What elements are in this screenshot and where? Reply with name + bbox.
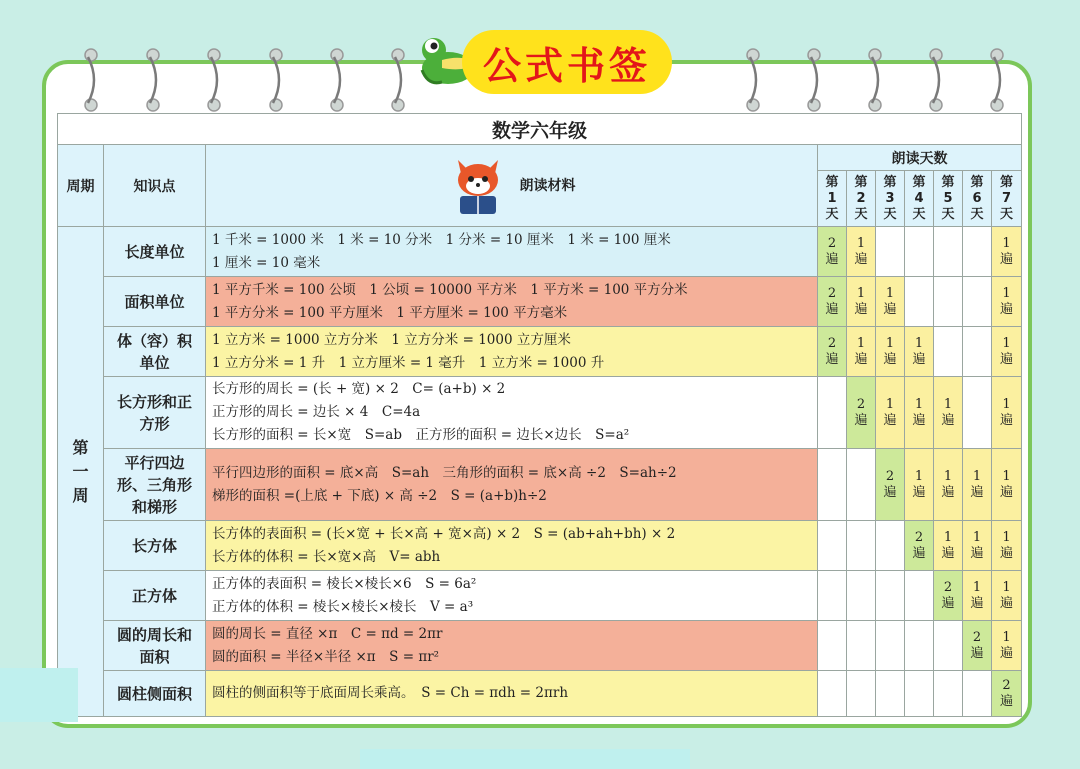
- binder-ring: [328, 47, 346, 113]
- day-count-cell: 1 遍: [963, 571, 992, 621]
- topic-cell: 长方体: [104, 521, 206, 571]
- formula-line: 1 立方米 = 1000 立方分米 1 立方分米 = 1000 立方厘米: [212, 331, 571, 348]
- material-cell: [206, 671, 818, 717]
- material-cell: [206, 377, 818, 449]
- day-count-cell: 1 遍: [992, 377, 1022, 449]
- day-count-cell: 2 遍: [905, 521, 934, 571]
- day-count-cell: [905, 621, 934, 671]
- material-cell: [206, 571, 818, 621]
- formula-line: 梯形的面积 =(上底 + 下底) × 高 ÷2 S = (a+b)h÷2: [212, 487, 547, 504]
- day-count-cell: 1 遍: [934, 449, 963, 521]
- binder-ring: [144, 47, 162, 113]
- topic-cell: 正方体: [104, 571, 206, 621]
- day-count-cell: 1 遍: [876, 377, 905, 449]
- formula-line: 圆的周长 = 直径 ×π C = πd = 2πr: [212, 625, 443, 642]
- day-count-cell: 1 遍: [934, 377, 963, 449]
- day-count-cell: [934, 621, 963, 671]
- formula-line: 1 千米 = 1000 米 1 米 = 10 分米 1 分米 = 10 厘米 1 米 = 100 厘米: [212, 231, 671, 248]
- day-count-cell: [905, 671, 934, 717]
- day-count-cell: [818, 621, 847, 671]
- day-count-cell: [963, 277, 992, 327]
- day-count-cell: 1 遍: [847, 227, 876, 277]
- day-count-cell: [934, 671, 963, 717]
- header-day-3: 第 3 天: [876, 171, 905, 227]
- header-day-1: 第 1 天: [818, 171, 847, 227]
- title-banner: [462, 30, 672, 94]
- formula-line: 1 立方分米 = 1 升 1 立方厘米 = 1 毫升 1 立方米 = 1000 升: [212, 354, 605, 371]
- day-count-cell: 1 遍: [963, 449, 992, 521]
- formula-line: 圆柱的侧面积等于底面周长乘高。 S = Ch = πdh = 2πrh: [212, 685, 569, 701]
- binder-ring: [82, 47, 100, 113]
- day-count-cell: 1 遍: [992, 327, 1022, 377]
- day-count-cell: 2 遍: [818, 277, 847, 327]
- header-day-6: 第 6 天: [963, 171, 992, 227]
- material-cell: [206, 521, 818, 571]
- day-count-cell: [934, 327, 963, 377]
- day-count-cell: [905, 277, 934, 327]
- table-row: [58, 571, 1022, 621]
- binder-ring: [389, 47, 407, 113]
- banner-title: 公式书签: [482, 43, 651, 88]
- formula-line: 长方形的面积 = 长×宽 S=ab 正方形的面积 = 边长×边长 S=a²: [212, 427, 630, 443]
- formula-line: 正方体的表面积 = 棱长×棱长×6 S = 6a²: [212, 575, 477, 592]
- day-count-cell: [876, 227, 905, 277]
- formula-line: 长方形的周长 = (长 + 宽) × 2 C= (a+b) × 2: [212, 381, 506, 397]
- topic-cell: 面积单位: [104, 277, 206, 327]
- day-count-cell: [847, 571, 876, 621]
- day-count-cell: 1 遍: [992, 621, 1022, 671]
- table-row: [58, 227, 1022, 277]
- day-count-cell: [963, 671, 992, 717]
- week-label: 第 一 周: [58, 227, 104, 717]
- material-cell: [206, 621, 818, 671]
- topic-cell: 体（容）积 单位: [104, 327, 206, 377]
- day-count-cell: [876, 671, 905, 717]
- formula-line: 1 平方分米 = 100 平方厘米 1 平方厘米 = 100 平方毫米: [212, 304, 568, 321]
- day-count-cell: 1 遍: [992, 277, 1022, 327]
- material-cell: [206, 449, 818, 521]
- day-count-cell: 2 遍: [818, 327, 847, 377]
- day-count-cell: 2 遍: [818, 227, 847, 277]
- binder-ring: [988, 47, 1006, 113]
- binder-ring: [267, 47, 285, 113]
- day-count-cell: [963, 377, 992, 449]
- topic-cell: 长方形和正 方形: [104, 377, 206, 449]
- topic-cell: 圆的周长和 面积: [104, 621, 206, 671]
- day-count-cell: [847, 671, 876, 717]
- formula-line: 1 厘米 = 10 毫米: [212, 254, 321, 271]
- day-count-cell: 2 遍: [963, 621, 992, 671]
- topic-cell: 长度单位: [104, 227, 206, 277]
- topic-cell: 圆柱侧面积: [104, 671, 206, 717]
- day-count-cell: [963, 327, 992, 377]
- day-count-cell: 1 遍: [847, 277, 876, 327]
- material-cell: [206, 277, 818, 327]
- day-count-cell: 1 遍: [992, 571, 1022, 621]
- day-count-cell: [876, 621, 905, 671]
- day-count-cell: [818, 521, 847, 571]
- day-count-cell: [818, 449, 847, 521]
- table-row: [58, 671, 1022, 717]
- formula-line: 圆的面积 = 半径×半径 ×π S = πr²: [212, 648, 440, 665]
- day-count-cell: 2 遍: [992, 671, 1022, 717]
- day-count-cell: [905, 227, 934, 277]
- day-count-cell: 1 遍: [847, 327, 876, 377]
- grade-title: 数学六年级: [58, 114, 1022, 145]
- binder-ring: [744, 47, 762, 113]
- material-cell: [206, 327, 818, 377]
- formula-line: 平行四边形的面积 = 底×高 S=ah 三角形的面积 = 底×高 ÷2 S=ah÷2: [212, 464, 677, 481]
- table-row: [58, 327, 1022, 377]
- day-count-cell: [905, 571, 934, 621]
- header-day-2: 第 2 天: [847, 171, 876, 227]
- formula-line: 正方形的周长 = 边长 × 4 C=4a: [212, 404, 421, 420]
- table-row: [58, 521, 1022, 571]
- corner-sticky-note: [0, 668, 78, 722]
- day-count-cell: 1 遍: [963, 521, 992, 571]
- table-row: [58, 277, 1022, 327]
- day-count-cell: 2 遍: [876, 449, 905, 521]
- reading-schedule-table: [57, 113, 1022, 717]
- header-topic: 知识点: [104, 145, 206, 227]
- header-material-label: 朗读材料: [519, 177, 576, 194]
- binder-ring: [805, 47, 823, 113]
- day-count-cell: 1 遍: [876, 327, 905, 377]
- bottom-tab: [360, 749, 690, 769]
- header-day-7: 第 7 天: [992, 171, 1022, 227]
- day-count-cell: 1 遍: [992, 449, 1022, 521]
- topic-cell: 平行四边 形、三角形 和梯形: [104, 449, 206, 521]
- binder-ring: [866, 47, 884, 113]
- day-count-cell: [876, 521, 905, 571]
- day-count-cell: 1 遍: [905, 327, 934, 377]
- day-count-cell: [934, 227, 963, 277]
- day-count-cell: 1 遍: [992, 227, 1022, 277]
- table-row: [58, 377, 1022, 449]
- day-count-cell: [963, 227, 992, 277]
- binder-ring: [927, 47, 945, 113]
- material-cell: [206, 227, 818, 277]
- formula-line: 长方体的体积 = 长×宽×高 V= abh: [212, 548, 441, 565]
- fox-reading-icon: [448, 154, 508, 218]
- header-day-5: 第 5 天: [934, 171, 963, 227]
- day-count-cell: 1 遍: [905, 449, 934, 521]
- formula-line: 1 平方千米 = 100 公顷 1 公顷 = 10000 平方米 1 平方米 = 100 平方分米: [212, 281, 688, 298]
- day-count-cell: 1 遍: [992, 521, 1022, 571]
- day-count-cell: [818, 377, 847, 449]
- day-count-cell: [847, 621, 876, 671]
- binder-ring: [205, 47, 223, 113]
- day-count-cell: 1 遍: [934, 521, 963, 571]
- header-days-group: 朗读天数: [818, 145, 1022, 171]
- formula-line: 长方体的表面积 = (长×宽 + 长×高 + 宽×高) × 2 S = (ab+ah+bh) × 2: [212, 525, 676, 542]
- day-count-cell: 2 遍: [847, 377, 876, 449]
- day-count-cell: [818, 571, 847, 621]
- day-count-cell: [847, 449, 876, 521]
- day-count-cell: 1 遍: [876, 277, 905, 327]
- header-day-4: 第 4 天: [905, 171, 934, 227]
- day-count-cell: [876, 571, 905, 621]
- header-material: [206, 145, 818, 227]
- day-count-cell: [818, 671, 847, 717]
- table-row: [58, 621, 1022, 671]
- header-period: 周期: [58, 145, 104, 227]
- formula-line: 正方体的体积 = 棱长×棱长×棱长 V = a³: [212, 598, 474, 615]
- day-count-cell: 1 遍: [905, 377, 934, 449]
- day-count-cell: [934, 277, 963, 327]
- table-row: [58, 449, 1022, 521]
- day-count-cell: [847, 521, 876, 571]
- day-count-cell: 2 遍: [934, 571, 963, 621]
